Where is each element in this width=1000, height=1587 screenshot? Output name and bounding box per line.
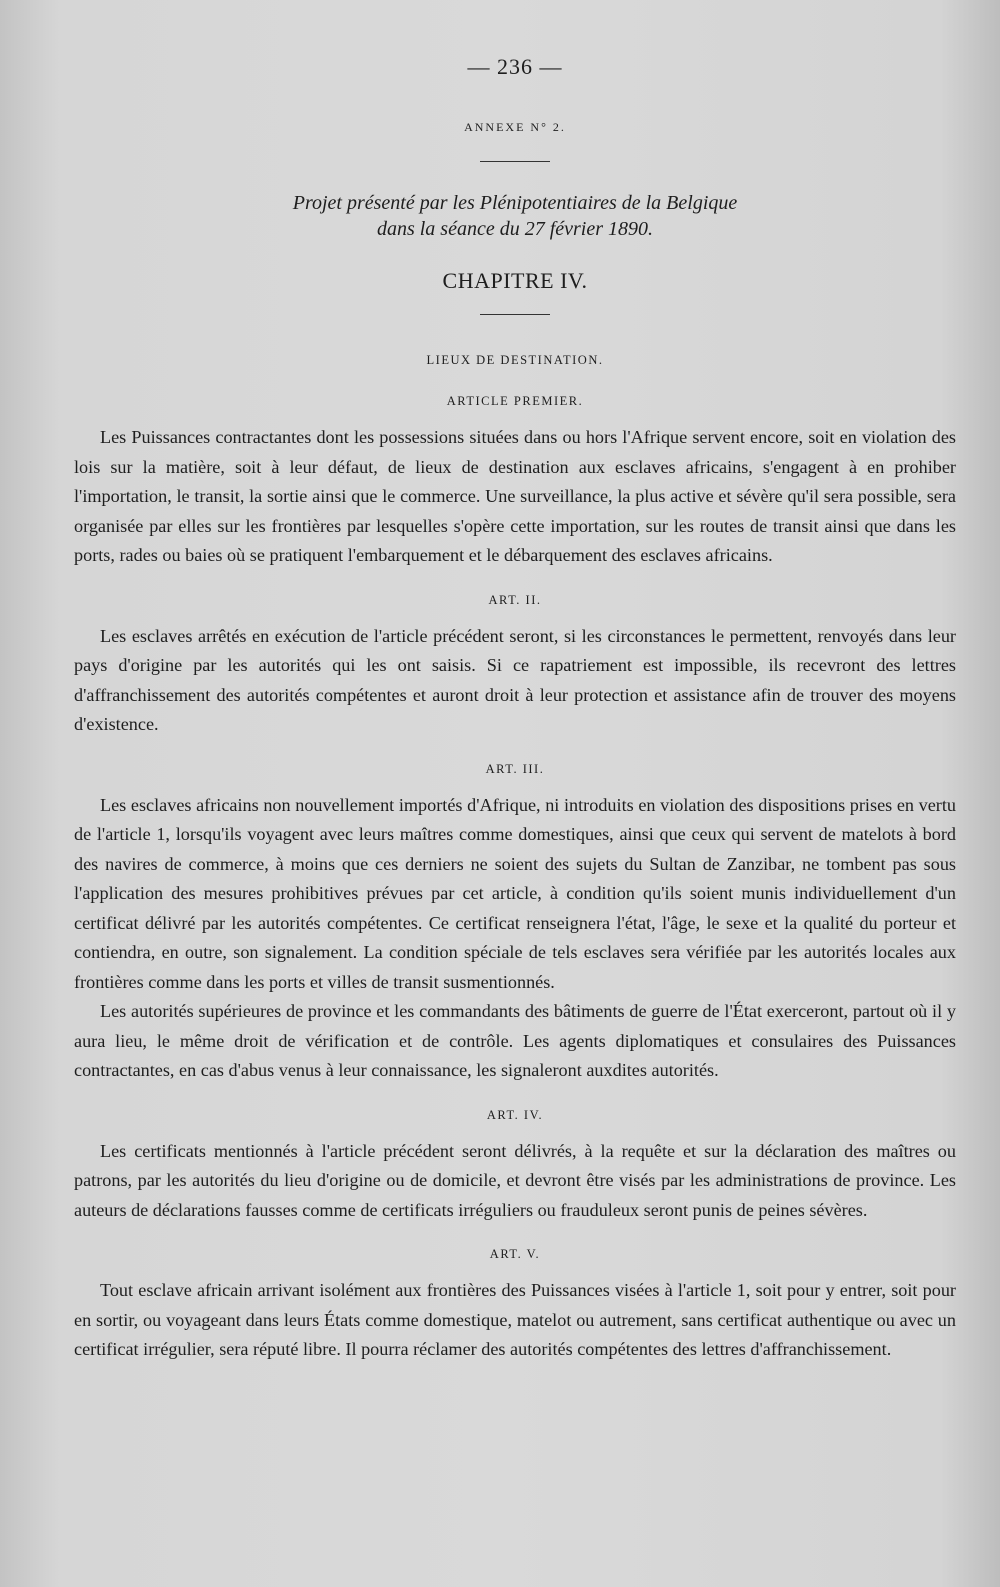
chapter-title: CHAPITRE IV. [442,268,588,293]
annex-label: ANNEXE N° 2. [464,120,566,134]
article-paragraph: Les esclaves arrêtés en exécution de l'article précédent seront, si les circonstances le permettent, renvoyés dans leur pays d'origine par les autorités qui les ont saisis. Si ce rapatriement est impossible, ils recevront des lettres d'affranchissement des autorités compétentes et auront droit à leur protection et assistance afin de trouver des moyens d'existence. [74,625,956,734]
article-heading: ART. II. [488,592,542,607]
article-paragraph: Les Puissances contractantes dont les possessions situées dans ou hors l'Afrique servent encore, soit en violation des lois sur la matière, soit à leur défaut, de lieux de destination aux esclaves africains, s'engagent à en prohiber l'importation, le transit, la sortie ainsi que le commerce. Une surveillance, la plus active et sévère qu'il sera possible, sera organisée par elles sur les frontières par lesquelles s'opère cette importation, sur les routes de transit ainsi que dans les ports, rades ou baies où se pratiquent l'embarquement et le débarquement des esclaves africains. [74,427,956,565]
page-number: — 236 — [467,54,563,79]
divider-rule [480,161,550,162]
project-title-line-2: dans la séance du 27 février 1890. [376,218,654,240]
divider-rule [480,314,550,315]
section-title: LIEUX DE DESTINATION. [426,353,604,367]
article-paragraph: Tout esclave africain arrivant isolément aux frontières des Puissances visées à l'article 1, soit pour y entrer, soit pour en sortir, ou voyageant dans leurs États comme domestique, matelot ou autrement, sans certificat authentique ou avec un certificat irrégulier, sera réputé libre. Il pourra réclamer des autorités compétentes des lettres d'affranchissement. [74,1280,956,1359]
article-heading: ART. III. [485,761,545,776]
project-title [74,190,956,242]
article-heading: ARTICLE PREMIER. [446,394,584,408]
project-title-line-1: Projet présenté par les Plénipotentiaires de la Belgique [292,192,738,214]
article-heading: ART. V. [489,1247,541,1261]
article-paragraph: Les esclaves africains non nouvellement importés d'Afrique, ni introduits en violation des dispositions prises en vertu de l'article 1, lorsqu'ils voyagent avec leurs maîtres comme domestiques, ainsi que ceux qui servent de matelots à bord des navires de commerce, à moins que ces derniers ne soient des sujets du Sultan de Zanzibar, ne tombent pas sous l'application des mesures prohibitives prévues par cet article, à condition qu'ils soient munis individuellement d'un certificat délivré par les autorités compétentes. Ce certificat renseignera l'état, l'âge, le sexe et la qualité du porteur et contiendra, en outre, son signalement. La condition spéciale de tels esclaves sera vérifiée par les autorités locales aux frontières comme dans les ports et villes de transit susmentionnés. [74,794,956,992]
article-paragraph: Les autorités supérieures de province et les commandants des bâtiments de guerre de l'État exerceront, partout où il y aura lieu, le même droit de vérification et de contrôle. Les agents diplomatiques et consulaires des Puissances contractantes, en cas d'abus venus à leur connaissance, les signaleront auxdites autorités. [74,1001,956,1080]
article-paragraph: Les certificats mentionnés à l'article précédent seront délivrés, à la requête et sur la déclaration des maîtres ou patrons, par les autorités du lieu d'origine ou de domicile, et devront être visés par les administrations de province. Les auteurs de déclarations fausses comme de certificats irréguliers ou frauduleux seront punis de peines sévères. [74,1140,956,1220]
article-heading: ART. IV. [486,1107,544,1122]
